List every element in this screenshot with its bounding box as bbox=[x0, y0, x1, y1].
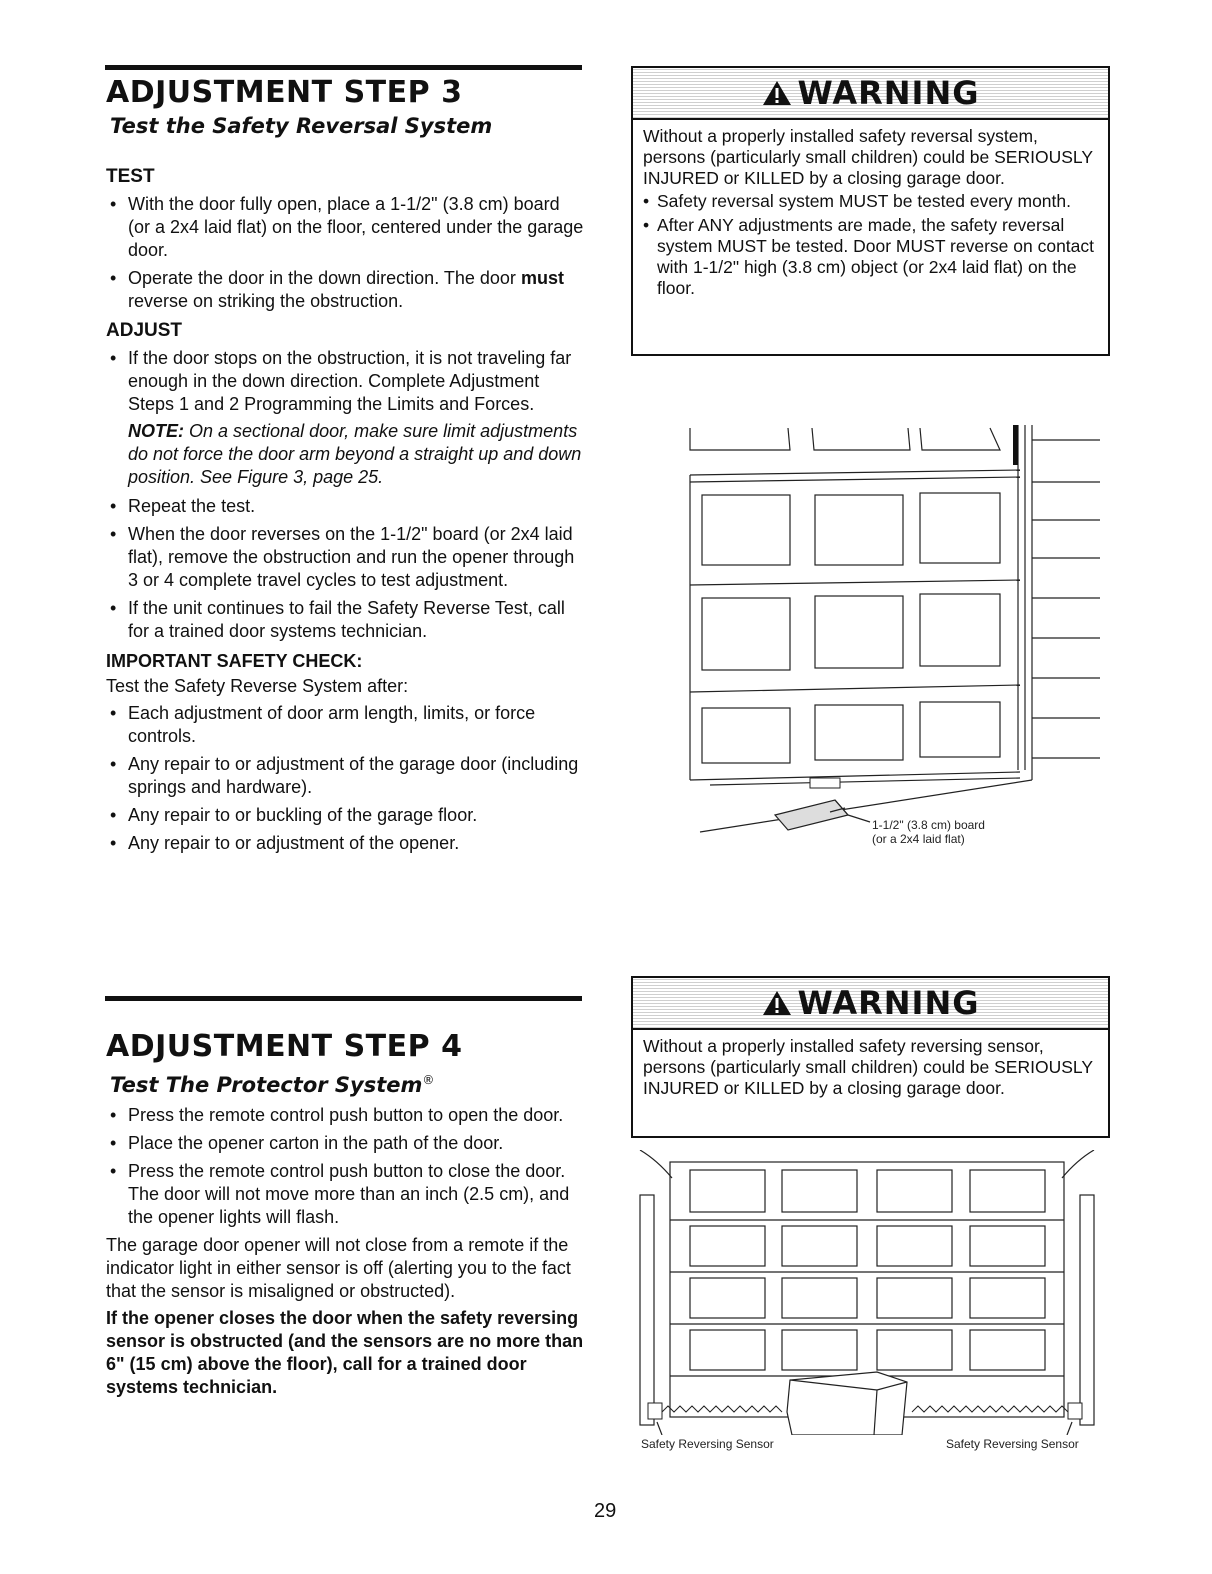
warning-item: • Safety reversal system MUST be tested every month. bbox=[643, 191, 1098, 212]
adjust-item: • Repeat the test. bbox=[106, 495, 584, 518]
step4-title: ADJUSTMENT STEP 4 bbox=[106, 1029, 463, 1064]
page-number: 29 bbox=[594, 1500, 617, 1522]
warning-body bbox=[633, 120, 1108, 312]
note bbox=[106, 420, 584, 489]
adjust-list bbox=[106, 347, 584, 416]
sensor-beam-left bbox=[662, 1406, 782, 1412]
adjust-list-rest bbox=[106, 495, 584, 643]
step3-subtitle: Test the Safety Reversal System bbox=[110, 114, 493, 138]
step4-subtitle: Test The Protector System bbox=[110, 1073, 423, 1097]
sensor-beam-right bbox=[912, 1406, 1068, 1412]
safety-intro: Test the Safety Reverse System after: bbox=[106, 676, 409, 696]
warning-box-sensor bbox=[631, 976, 1110, 1138]
sensor-left-icon bbox=[648, 1403, 662, 1419]
warning-triangle-icon bbox=[762, 80, 792, 106]
step3-title: ADJUSTMENT STEP 3 bbox=[106, 75, 463, 110]
sensor-label-left: Safety Reversing Sensor bbox=[641, 1437, 774, 1451]
step3-content bbox=[106, 165, 584, 860]
step4-item: • Press the remote control push button to open the door. bbox=[106, 1104, 584, 1127]
note-text: On a sectional door, make sure limit adjustments do not force the door arm beyond a straight up and down position. See Figure 3, page 25. bbox=[128, 421, 582, 487]
warning-header bbox=[633, 978, 1108, 1030]
step4-paragraph: The garage door opener will not close from a remote if the indicator light in either sensor is off (alerting you to the fact that the sensor is misaligned or obstructed). bbox=[106, 1235, 571, 1301]
adjust-item: • If the door stops on the obstruction, it is not traveling far enough in the down direction. Complete Adjustment Steps 1 and 2 Programming the Limits and Forces. bbox=[106, 347, 584, 416]
step4-item: • Place the opener carton in the path of the door. bbox=[106, 1132, 584, 1155]
step4-subtitle-wrap bbox=[110, 1067, 434, 1098]
warning-header bbox=[633, 68, 1108, 120]
warning-list bbox=[643, 191, 1098, 299]
adjust-item: • If the unit continues to fail the Safety Reverse Test, call for a trained door systems technician. bbox=[106, 597, 584, 643]
test-item bbox=[106, 267, 584, 313]
sensor-right-icon bbox=[1068, 1403, 1082, 1419]
test-item-text-rest: reverse on striking the obstruction. bbox=[128, 291, 404, 311]
step4-top-rule bbox=[105, 996, 582, 1001]
safety-item: • Any repair to or adjustment of the opener. bbox=[106, 832, 584, 855]
test-item-text: Operate the door in the down direction. The door bbox=[128, 268, 516, 288]
door-board-illustration bbox=[670, 420, 1110, 850]
sensor-door-illustration bbox=[632, 1150, 1102, 1435]
adjust-item: • When the door reverses on the 1-1/2" board (or 2x4 laid flat), remove the obstruction and run the opener through 3 or 4 complete travel cycles to test adjustment. bbox=[106, 523, 584, 592]
warning-text: Without a properly installed safety reversal system, persons (particularly small children) could be SERIOUSLY INJURED or KILLED by a closing garage door. bbox=[643, 126, 1093, 188]
must-emphasis: must bbox=[520, 268, 564, 288]
note-label: NOTE: bbox=[128, 421, 184, 441]
warning-text: Without a properly installed safety reversing sensor, persons (particularly small children) could be SERIOUSLY INJURED or KILLED by a closing garage door. bbox=[643, 1036, 1093, 1098]
step3-top-rule bbox=[105, 65, 582, 70]
safety-list bbox=[106, 702, 584, 855]
safety-item: • Any repair to or buckling of the garage floor. bbox=[106, 804, 584, 827]
step4-item: • Press the remote control push button to close the door. The door will not move more than an inch (2.5 cm), and the opener lights will flash. bbox=[106, 1160, 584, 1229]
warning-item: • After ANY adjustments are made, the safety reversal system MUST be tested. Door MUST reverse on contact with 1-1/2" high (3.8 cm) object (or 2x4 laid flat) on the floor. bbox=[643, 215, 1098, 299]
warning-box-reversal bbox=[631, 66, 1110, 356]
safety-heading: IMPORTANT SAFETY CHECK: bbox=[106, 651, 363, 671]
step4-bold-paragraph: If the opener closes the door when the safety reversing sensor is obstructed (and the sensors are no more than 6" (15 cm) above the floor), call for a trained door systems technician. bbox=[106, 1308, 584, 1397]
step4-list bbox=[106, 1104, 584, 1229]
board-caption bbox=[872, 818, 985, 846]
registered-mark: ® bbox=[422, 1073, 435, 1087]
adjust-heading: ADJUST bbox=[106, 320, 183, 341]
warning-title: WARNING bbox=[797, 74, 980, 112]
warning-triangle-icon bbox=[762, 990, 792, 1016]
warning-title: WARNING bbox=[797, 984, 980, 1022]
warning-body bbox=[633, 1030, 1108, 1109]
sensor-label-right: Safety Reversing Sensor bbox=[946, 1437, 1079, 1451]
step4-content bbox=[106, 1104, 584, 1399]
safety-item: • Any repair to or adjustment of the garage door (including springs and hardware). bbox=[106, 753, 584, 799]
test-list bbox=[106, 193, 584, 313]
board-caption-line2: (or a 2x4 laid flat) bbox=[872, 832, 965, 846]
test-heading: TEST bbox=[106, 166, 155, 187]
test-item: • With the door fully open, place a 1-1/2" (3.8 cm) board (or a 2x4 laid flat) on the floor, centered under the garage door. bbox=[106, 193, 584, 262]
board-caption-line1: 1-1/2" (3.8 cm) board bbox=[872, 818, 985, 832]
safety-item: • Each adjustment of door arm length, limits, or force controls. bbox=[106, 702, 584, 748]
